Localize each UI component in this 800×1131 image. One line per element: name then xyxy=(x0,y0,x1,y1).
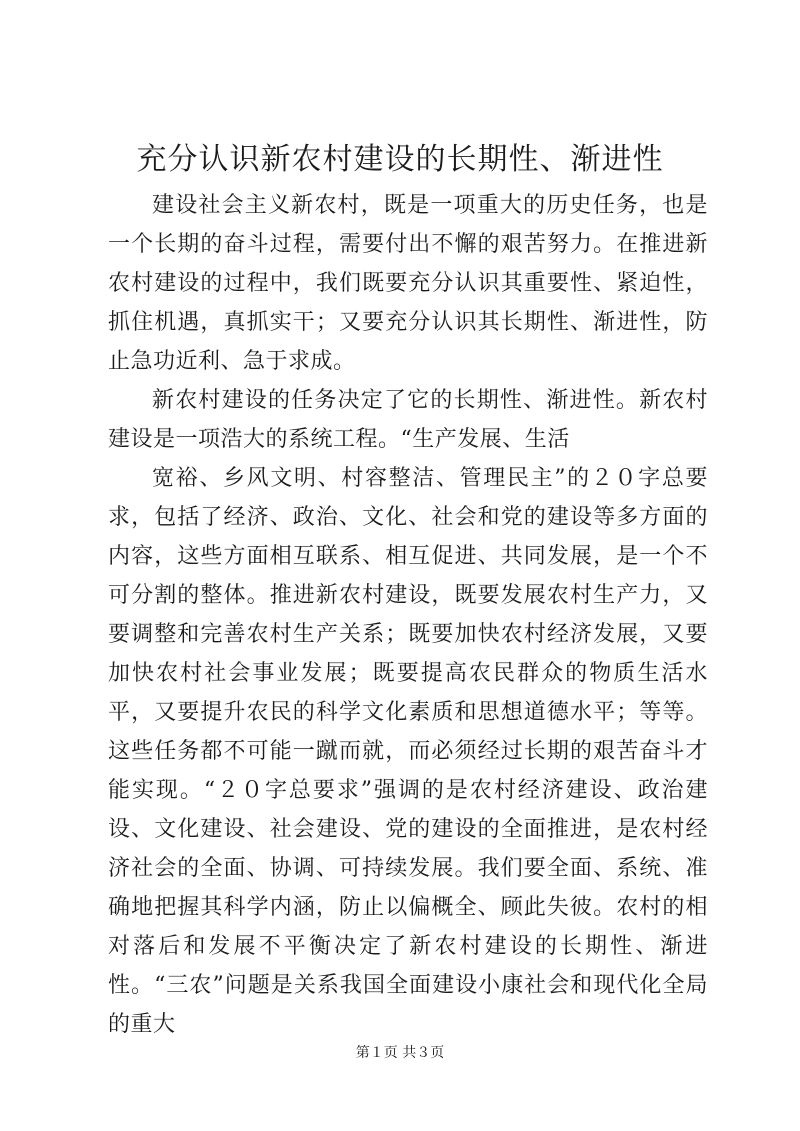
paragraph-2: 新农村建设的任务决定了它的长期性、渐进性。新农村建设是一项浩大的系统工程。“生产发展、生活 xyxy=(108,388,708,452)
document-title: 充分认识新农村建设的长期性、渐进性 xyxy=(136,142,664,177)
paragraph-1: 建设社会主义新农村，既是一项重大的历史任务，也是一个长期的奋斗过程，需要付出不懈的艰苦努力。在推进新农村建设的过程中，我们既要充分认识其重要性、紧迫性，抓住机遇，真抓实干；又要充分认识其长期性、渐进性，防止急功近利、急于求成。 xyxy=(108,193,708,374)
page-footer: 第１页 共３页 xyxy=(355,1045,445,1061)
paragraph-3: 宽裕、乡风文明、村容整洁、管理民主”的２０字总要求，包括了经济、政治、文化、社会和党的建设等多方面的内容，这些方面相互联系、相互促进、共同发展，是一个不可分割的整体。推进新农村建设，既要发展农村生产力，又要调整和完善农村生产关系；既要加快农村经济发展，又要加快农村社会事业发展；既要提高农民群众的物质生活水平，又要提升农民的科学文化素质和思想道德水平；等等。这些任务都不可能一蹴而就，而必须经过长期的艰苦奋斗才能实现。“２０字总要求”强调的是农村经济建设、政治建设、文化建设、社会建设、党的建设的全面推进，是农村经济社会的全面、协调、可持续发展。我们要全面、系统、准确地把握其科学内涵，防止以偏概全、顾此失彼。农村的相对落后和发展不平衡决定了新农村建设的长期性、渐进性。“三农”问题是关系我国全面建设小康社会和现代化全局的重大 xyxy=(108,466,708,1037)
document-body xyxy=(108,186,708,1044)
